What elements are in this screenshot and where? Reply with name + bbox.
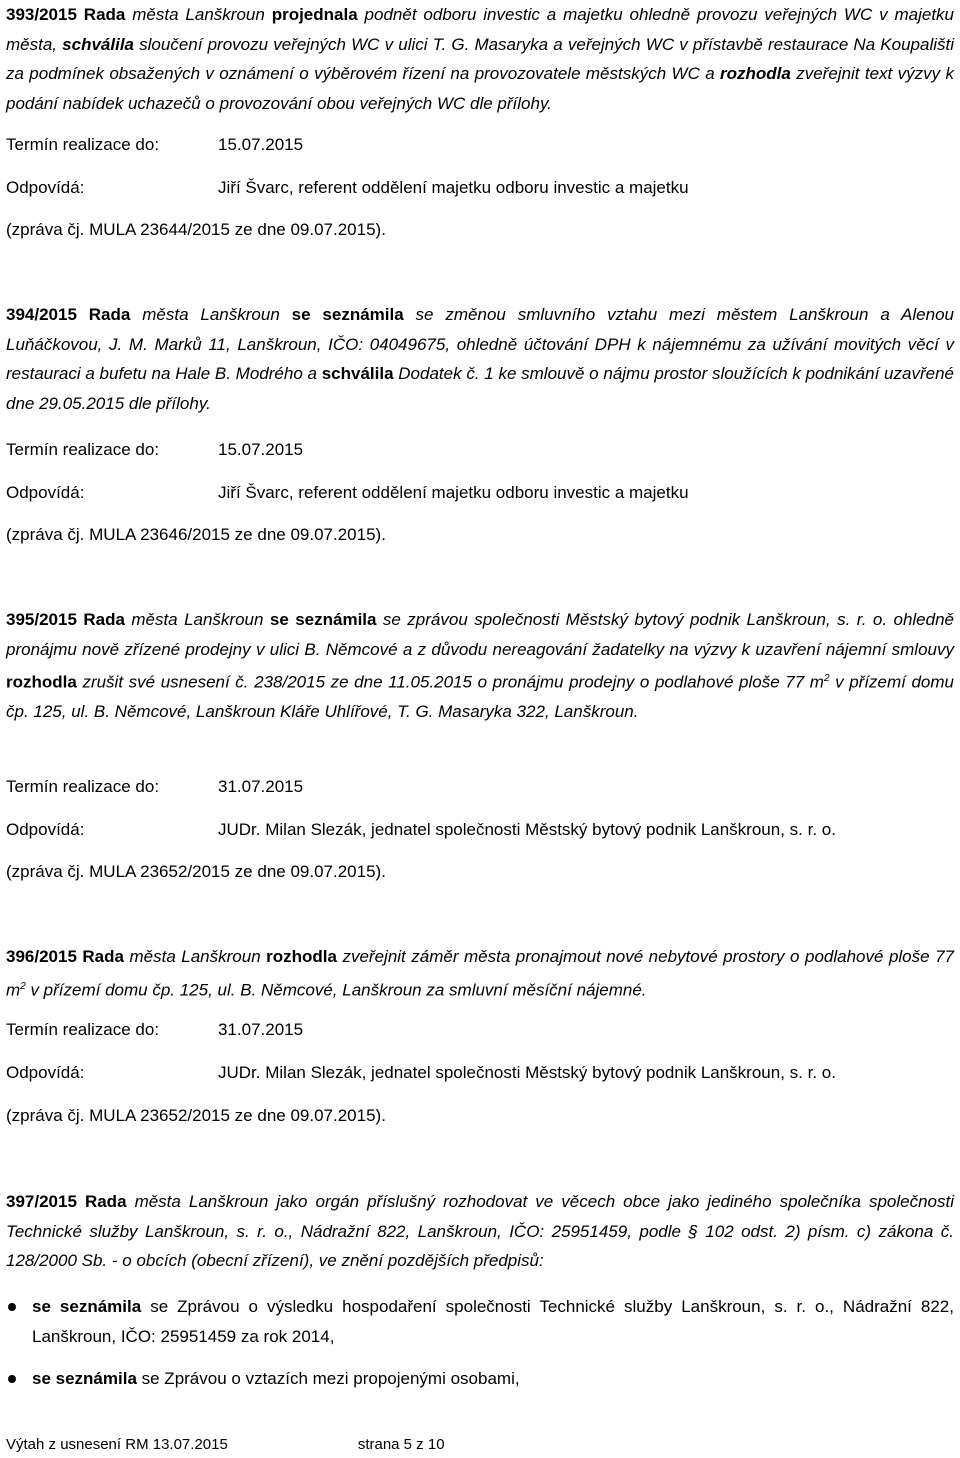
report-reference: (zpráva čj. MULA 23652/2015 ze dne 09.07.2015). [6,1106,386,1125]
responsible-value: JUDr. Milan Slezák, jednatel společnosti Městský bytový podnik Lanškroun, s. r. o. [218,1063,836,1082]
report-reference: (zpráva čj. MULA 23646/2015 ze dne 09.07.2015). [6,525,386,544]
subject: Rada [83,610,125,629]
resolution-397-bullets [6,1292,954,1394]
resolution-number: 397/2015 [6,1192,77,1211]
subject: Rada [88,305,131,324]
responsible-row [6,820,836,840]
verb: projednala [271,5,358,24]
responsible-row [6,1063,836,1083]
verb: rozhodla [6,672,77,692]
subject: Rada [82,947,124,966]
deadline-row [6,1020,303,1040]
bullet-icon [8,1375,16,1383]
responsible-label: Odpovídá: [6,178,85,197]
resolution-394 [6,300,954,418]
resolution-393 [6,0,954,118]
footer-title: Výtah z usnesení RM 13.07.2015 [6,1436,228,1453]
deadline-row [6,135,303,155]
page-number: strana 5 z 10 [357,1436,445,1453]
verb: schválila [321,364,394,384]
report-reference: (zpráva čj. MULA 23644/2015 ze dne 09.07.2015). [6,220,386,239]
verb: se seznámila [32,1369,137,1389]
resolution-text: 395/2015 Rada města Lanškroun se seznámila se zprávou společnosti Městský bytový podnik Lanškroun, s. r. o. ohledně pronájmu nově zřízené prodejny v ulici B. Němcové a z důvodu nereagování žadatelky na výzvy k uzavření nájemní smlouvy rozhodla zrušit své usnesení č. 238/2015 ze dne 11.05.2015 o pronájmu prodejny o podlahové ploše 77 $m^2$ v přízemí domu čp. 125, ul. B. Němcové, Lanškroun Kláře Uhlířové, T. G. Masaryka 322, Lanškroun. [6,610,954,722]
verb: se seznámila [269,610,377,629]
verb: se seznámila [32,1297,142,1316]
deadline-value: 15.07.2015 [218,440,304,459]
verb: rozhodla [266,947,337,966]
responsible-row [6,483,689,503]
deadline-label: Termín realizace do: [6,440,160,459]
resolution-number: 394/2015 [6,305,77,324]
deadline-label: Termín realizace do: [6,1020,160,1039]
subject: Rada [83,5,126,24]
resolution-text: 394/2015 Rada města Lanškroun se seznámila se změnou smluvního vztahu mezi městem Lanškroun a Alenou Luňáčkovou, J. M. Marků 11, Lanškroun, IČO: 04049675, ohledně účtování DPH k nájemnému za užívání movitých věcí v restauraci a bufetu na Hale B. Modrého a schválila Dodatek č. 1 ke smlouvě o nájmu prostor sloužících k podnikání uzavřené dne 29.05.2015 dle přílohy. [6,305,954,413]
resolution-number: 395/2015 [6,610,77,629]
responsible-label: Odpovídá: [6,1063,85,1082]
list-item: se seznámila se Zprávou o vztazích mezi propojenými osobami, [6,1364,954,1394]
deadline-label: Termín realizace do: [6,777,160,796]
resolution-text: 397/2015 Rada města Lanškroun jako orgán příslušný rozhodovat ve věcech obce jako jediného společníka společnosti Technické služby Lanškroun, s. r. o., Nádražní 822, Lanškroun, IČO: 25951459, podle § 102 odst. 2) písm. c) zákona č. 128/2000 Sb. - o obcích (obecní zřízení), ve znění pozdějších předpisů: [6,1192,954,1271]
verb: se seznámila [291,305,404,324]
deadline-value: 15.07.2015 [218,135,304,154]
verb: rozhodla [720,64,791,84]
responsible-label: Odpovídá: [6,820,85,839]
resolution-397 [6,1187,954,1276]
report-reference: (zpráva čj. MULA 23652/2015 ze dne 09.07.2015). [6,862,386,881]
responsible-label: Odpovídá: [6,483,85,502]
resolution-text: 393/2015 Rada města Lanškroun projednala podnět odboru investic a majetku ohledně provozu veřejných WC v majetku města, schválila sloučení provozu veřejných WC v ulici T. G. Masaryka a veřejných WC v přístavbě restaurace Na Koupališti za podmínek obsažených v oznámení o výběrovém řízení na provozovatele městských WC a rozhodla zveřejnit text výzvy k podání nabídek uchazečů o provozování obou veřejných WC dle přílohy. [6,5,955,113]
deadline-value: 31.07.2015 [218,777,304,796]
bullet-list [6,1292,954,1394]
list-item: se seznámila se Zprávou o výsledku hospodaření společnosti Technické služby Lanškroun, s. r. o., Nádražní 822, Lanškroun, IČO: 25951459 za rok 2014, [6,1292,954,1351]
page-footer [6,1436,445,1453]
responsible-value: Jiří Švarc, referent oddělení majetku odboru investic a majetku [218,178,689,197]
responsible-value: JUDr. Milan Slezák, jednatel společnosti Městský bytový podnik Lanškroun, s. r. o. [218,820,836,839]
resolution-number: 393/2015 [6,5,77,24]
resolution-text: 396/2015 Rada města Lanškroun rozhodla zveřejnit záměr města pronajmout nové nebytové prostory o podlahové ploše 77 $m^2$ v přízemí domu čp. 125, ul. B. Němcové, Lanškroun za smluvní měsíční nájemné. [6,947,954,1000]
resolution-396 [6,942,954,1005]
deadline-label: Termín realizace do: [6,135,160,154]
bullet-icon [8,1303,16,1311]
responsible-value: Jiří Švarc, referent oddělení majetku odboru investic a majetku [218,483,689,502]
resolution-number: 396/2015 [6,947,77,966]
resolution-395 [6,605,954,727]
deadline-row [6,777,303,797]
verb: schválila [62,34,134,54]
responsible-row [6,178,689,198]
subject: Rada [84,1192,127,1211]
deadline-row [6,440,303,460]
deadline-value: 31.07.2015 [218,1020,304,1039]
